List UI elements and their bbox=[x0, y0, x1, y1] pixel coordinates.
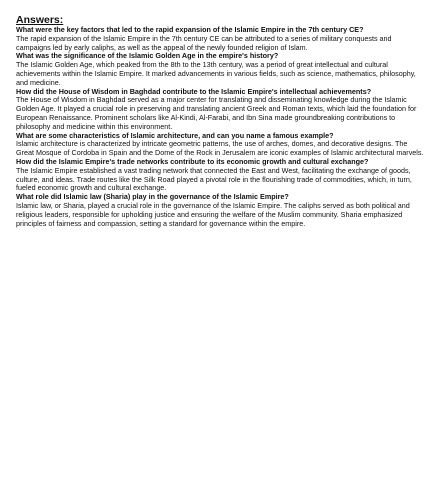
answer: The rapid expansion of the Islamic Empire in the 7th century CE can be attributed to a series of military conquests and campaigns led by early caliphs, as well as the appeal of the newly founded religion of Islam. bbox=[16, 33, 392, 52]
qa-item bbox=[16, 26, 426, 52]
answer: The Islamic Golden Age, which peaked from the 8th to the 13th century, was a period of great intellectual and cultural achievements within the Islamic Empire. It marked advancements in various fields, such as science, mathematics, philosophy, and medicine. bbox=[16, 60, 416, 87]
question: What role did Islamic law (Sharia) play in the governance of the Islamic Empire? bbox=[16, 192, 289, 202]
question: How did the House of Wisdom in Baghdad contribute to the Islamic Empire's intellectual achievements? bbox=[16, 86, 372, 96]
qa-item bbox=[16, 52, 426, 87]
answer: Islamic law, or Sharia, played a crucial role in the governance of the Islamic Empire. The caliphs served as both political and religious leaders, responsible for upholding justice and ensuring the welfare of the Muslim community. Sharia emphasized principles of fairness and compassion, setting a standard for governance within the empire. bbox=[16, 200, 410, 228]
answers-document bbox=[16, 14, 426, 228]
qa-item bbox=[16, 132, 426, 158]
question: How did the Islamic Empire's trade networks contribute to its economic growth and cultural exchange? bbox=[16, 156, 369, 166]
answer: The House of Wisdom in Baghdad served as a major center for translating and disseminating knowledge during the Islamic Golden Age. It played a crucial role in preserving and translating ancient Greek and Roman texts, which laid the foundation for European Renaissance. Prominent scholars like Al-Kindi, Al-Farabi, and Ibn Sina made groundbreaking contributions to philosophy and medicine within this environment. bbox=[16, 95, 417, 131]
qa-item bbox=[16, 88, 426, 132]
question: What are some characteristics of Islamic architecture, and can you name a famous example? bbox=[16, 130, 334, 140]
qa-item bbox=[16, 193, 426, 228]
question: What were the key factors that led to the rapid expansion of the Islamic Empire in the 7th century CE? bbox=[16, 25, 364, 34]
answers-heading: Answers: bbox=[16, 14, 64, 26]
answer: The Islamic Empire established a vast trading network that connected the East and West, facilitating the exchange of goods, culture, and ideas. Trade routes like the Silk Road played a pivotal role in the flourishing trade of commodities, which, in turn, fueled economic growth and cultural exchange. bbox=[16, 165, 412, 193]
answer: Islamic architecture is characterized by intricate geometric patterns, the use of arches, domes, and decorative designs. The Great Mosque of Cordoba in Spain and the Dome of the Rock in Jerusalem are iconic examples of Islamic architectural marvels. bbox=[16, 139, 424, 158]
question: What was the significance of the Islamic Golden Age in the empire's history? bbox=[16, 51, 279, 61]
qa-item bbox=[16, 158, 426, 193]
